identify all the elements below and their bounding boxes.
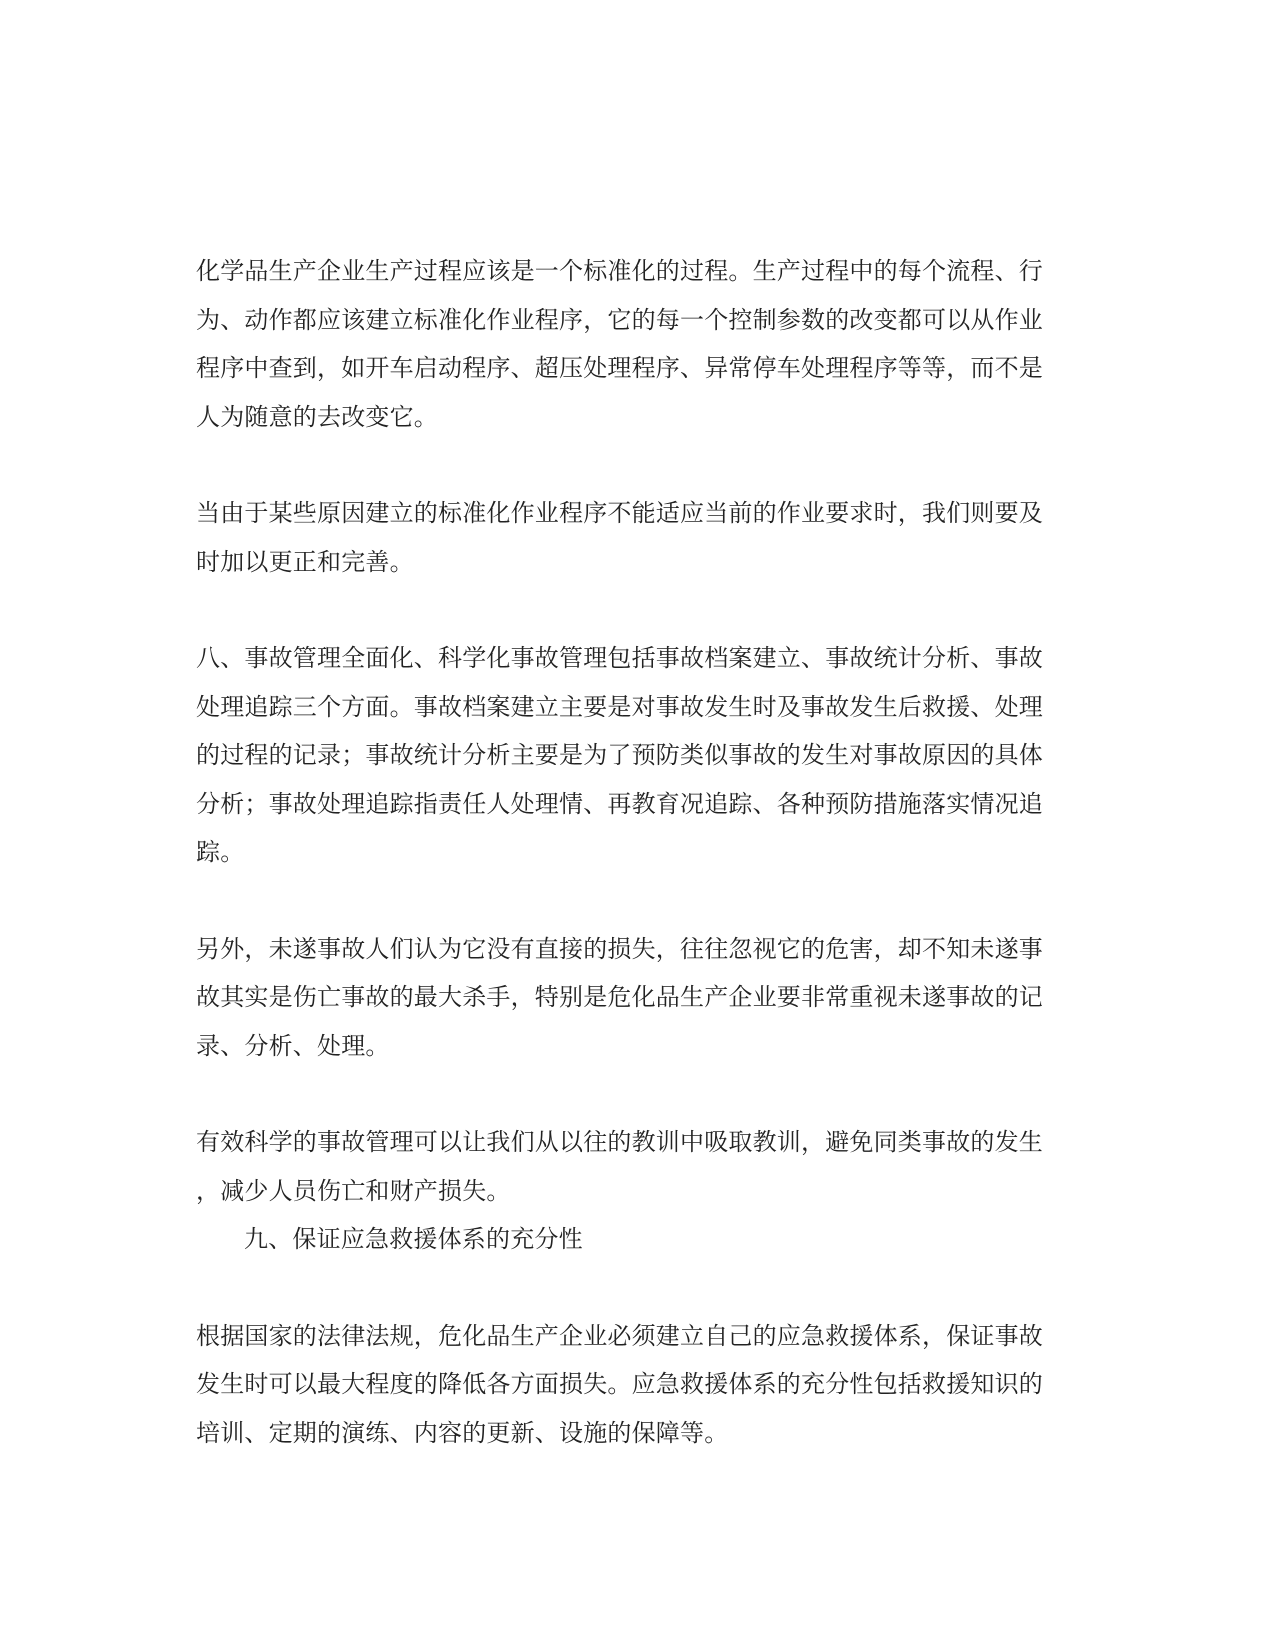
text-line: 人为随意的去改变它。 (196, 402, 438, 431)
section-heading-emergency (196, 1215, 1076, 1264)
paragraph-accident-management (196, 634, 1076, 877)
text-line: 有效科学的事故管理可以让我们从以往的教训中吸取教训，避免同类事故的发生 (196, 1128, 1043, 1156)
text-line: 九、保证应急救援体系的充分性 (244, 1225, 583, 1253)
text-line: 培训、定期的演练、内容的更新、设施的保障等。 (196, 1418, 729, 1447)
text-line: 故其实是伤亡事故的最大杀手，特别是危化品生产企业要非常重视未遂事故的记 (196, 983, 1043, 1011)
text-line: 根据国家的法律法规，危化品生产企业必须建立自己的应急救援体系，保证事故 (196, 1321, 1043, 1350)
document-body (196, 247, 1076, 1457)
text-line: 分析；事故处理追踪指责任人处理情、再教育况追踪、各种预防措施落实情况追 (196, 789, 1043, 818)
text-line: 时加以更正和完善。 (196, 547, 414, 576)
text-line: 化学品生产企业生产过程应该是一个标准化的过程。生产过程中的每个流程、行 (196, 257, 1043, 285)
paragraph-standardization (196, 247, 1076, 441)
paragraph-near-miss (196, 925, 1076, 1071)
text-line: 处理追踪三个方面。事故档案建立主要是对事故发生时及事故发生后救援、处理 (196, 692, 1043, 721)
paragraph-procedure-update (196, 489, 1076, 586)
text-line: 录、分析、处理。 (196, 1031, 390, 1060)
text-line: 程序中查到，如开车启动程序、超压处理程序、异常停车处理程序等等，而不是 (196, 354, 1043, 382)
text-line: 踪。 (196, 838, 245, 866)
text-line: 发生时可以最大程度的降低各方面损失。应急救援体系的充分性包括救援知识的 (196, 1370, 1043, 1398)
paragraph-effective-management (196, 1118, 1076, 1215)
text-line: 为、动作都应该建立标准化作业程序，它的每一个控制参数的改变都可以从作业 (196, 305, 1043, 334)
text-line: 另外，未遂事故人们认为它没有直接的损失，往往忽视它的危害，却不知未遂事 (196, 934, 1043, 963)
text-line: 的过程的记录；事故统计分析主要是为了预防类似事故的发生对事故原因的具体 (196, 741, 1043, 769)
paragraph-emergency-system (196, 1312, 1076, 1458)
text-line: ，减少人员伤亡和财产损失。 (196, 1176, 511, 1205)
text-line: 八、事故管理全面化、科学化事故管理包括事故档案建立、事故统计分析、事故 (196, 644, 1043, 672)
text-line: 当由于某些原因建立的标准化作业程序不能适应当前的作业要求时，我们则要及 (196, 499, 1043, 527)
